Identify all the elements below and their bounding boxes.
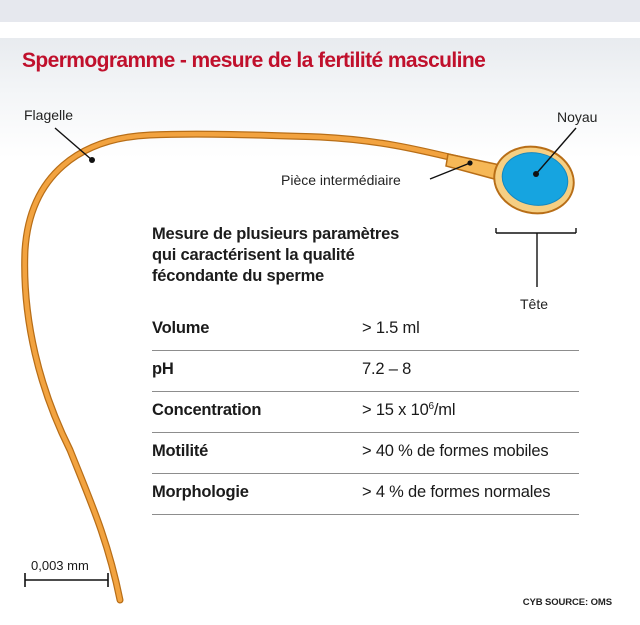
- parameter-row-motilite: [152, 433, 579, 474]
- parameter-row-volume: [152, 310, 579, 351]
- noyau-label: Noyau: [557, 109, 598, 125]
- heading-line: qui caractérisent la qualité: [152, 246, 355, 264]
- tete-bracket: [496, 228, 576, 287]
- parameter-value: > 40 % de formes mobiles: [362, 442, 549, 460]
- parameters-table: [152, 310, 579, 515]
- midpiece: [446, 154, 500, 180]
- scale-label: 0,003 mm: [31, 558, 89, 573]
- parameters-heading: [152, 224, 472, 287]
- parameter-value: > 1.5 ml: [362, 319, 420, 337]
- piece-pointer-dot: [467, 160, 472, 165]
- piece-intermediaire-label: Pièce intermédiaire: [281, 172, 401, 188]
- heading-line: Mesure de plusieurs paramètres: [152, 225, 400, 243]
- sperm-head: [488, 139, 580, 220]
- parameter-name: pH: [152, 360, 174, 378]
- scale-bar: [25, 573, 108, 587]
- parameter-name: Concentration: [152, 401, 262, 419]
- parameter-value: [362, 401, 455, 420]
- parameter-value: > 4 % de formes normales: [362, 483, 551, 501]
- parameter-value: 7.2 – 8: [362, 360, 412, 378]
- parameter-name: Motilité: [152, 442, 209, 460]
- parameter-row-morphologie: [152, 474, 579, 515]
- infographic-title: Spermogramme - mesure de la fertilité masculine: [22, 49, 486, 72]
- source-credit: CYB SOURCE: OMS: [522, 597, 612, 608]
- parameter-name: Morphologie: [152, 483, 249, 501]
- concentration-exponent: 6: [428, 401, 434, 412]
- heading-line: fécondante du sperme: [152, 267, 325, 285]
- parameter-row-concentration: [152, 392, 579, 433]
- flagelle-label: Flagelle: [24, 107, 74, 123]
- parameter-row-ph: [152, 351, 579, 392]
- concentration-unit: /ml: [433, 401, 456, 419]
- flagelle-pointer-dot: [89, 157, 95, 163]
- parameter-name: Volume: [152, 319, 210, 337]
- noyau-pointer-dot: [533, 171, 539, 177]
- concentration-prefix: > 15 x 10: [362, 401, 429, 419]
- tete-label: Tête: [520, 296, 549, 312]
